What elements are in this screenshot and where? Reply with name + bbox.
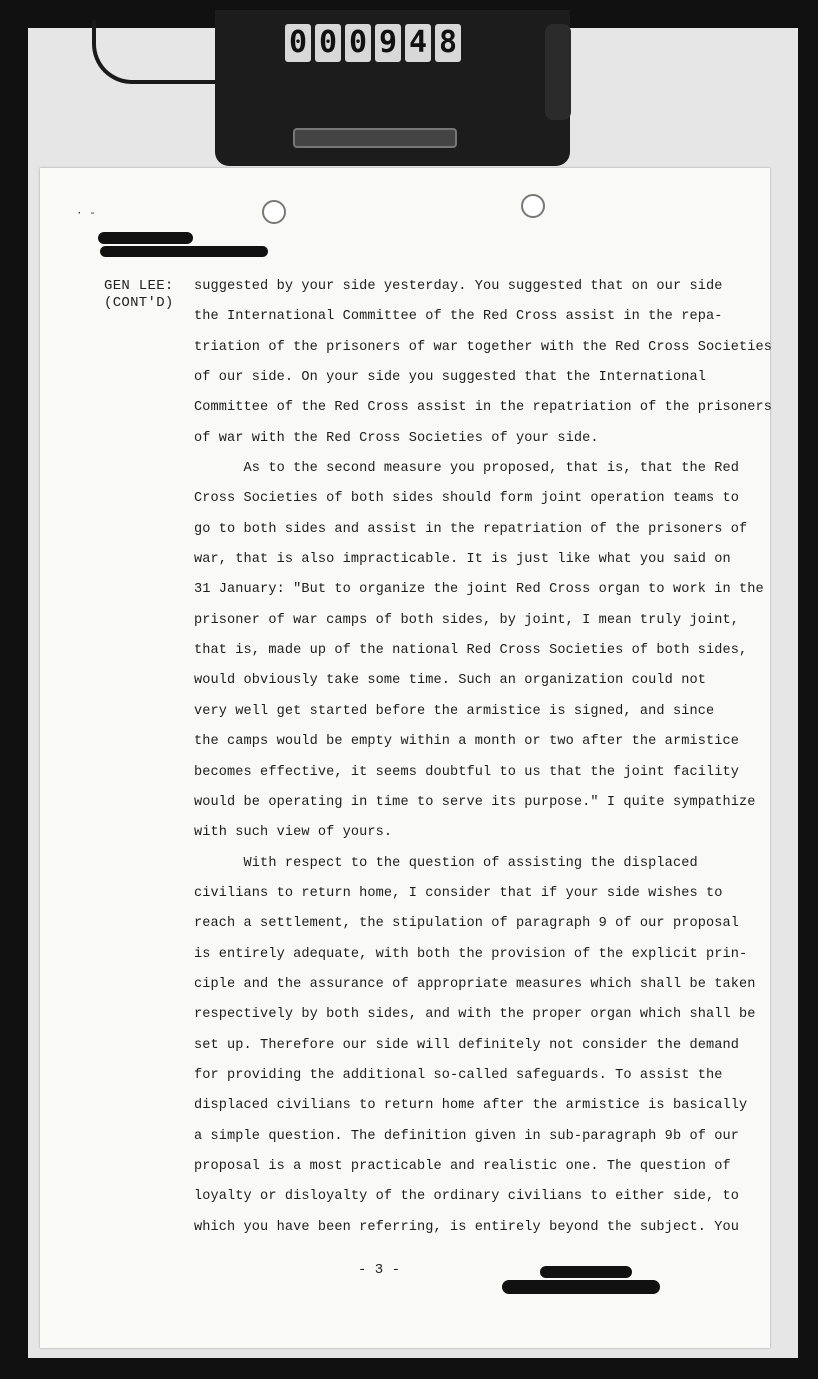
counter-digit: 0 <box>285 24 311 62</box>
text-line: set up. Therefore our side will definitely not consider the demand <box>194 1037 739 1053</box>
text-line: which you have been referring, is entirely beyond the subject. You <box>194 1219 739 1235</box>
text-line: of war with the Red Cross Societies of your side. <box>194 430 599 446</box>
counter-digit: 9 <box>375 24 401 62</box>
text-line: go to both sides and assist in the repatriation of the prisoners of <box>194 521 748 537</box>
text-line: proposal is a most practicable and realistic one. The question of <box>194 1158 731 1174</box>
frame-counter-readout <box>285 24 461 64</box>
text-line: with such view of yours. <box>194 825 393 841</box>
counter-nameplate <box>293 128 457 148</box>
text-line: loyalty or disloyalty of the ordinary civilians to either side, to <box>194 1189 739 1205</box>
text-line: the camps would be empty within a month or two after the armistice <box>194 734 739 750</box>
document-page <box>40 168 773 1348</box>
text-line: the International Committee of the Red Cross assist in the repa- <box>194 309 723 325</box>
text-line: Cross Societies of both sides should form joint operation teams to <box>194 491 739 507</box>
text-line: respectively by both sides, and with the proper organ which shall be <box>194 1007 756 1023</box>
redaction-bar <box>502 1280 660 1294</box>
text-line: suggested by your side yesterday. You suggested that on our side <box>194 279 723 294</box>
speaker-label: GEN LEE: (CONT'D) <box>104 278 174 311</box>
text-line: With respect to the question of assisting the displaced <box>194 855 698 871</box>
counter-digit: 4 <box>405 24 431 62</box>
text-line: of our side. On your side you suggested that the International <box>194 370 706 386</box>
punch-hole <box>262 200 286 224</box>
pencil-mark: · - <box>76 208 96 220</box>
counter-digit: 0 <box>345 24 371 62</box>
punch-hole <box>521 194 545 218</box>
text-line: ciple and the assurance of appropriate measures which shall be taken <box>194 976 756 992</box>
text-line: triation of the prisoners of war together with the Red Cross Societies <box>194 339 773 355</box>
counter-digit: 8 <box>435 24 461 62</box>
text-line: becomes effective, it seems doubtful to us that the joint facility <box>194 764 739 780</box>
text-line: civilians to return home, I consider that if your side wishes to <box>194 885 723 901</box>
text-line: that is, made up of the national Red Cross Societies of both sides, <box>194 643 748 659</box>
counter-cable <box>92 20 226 84</box>
redaction-bar <box>98 232 193 244</box>
counter-knob <box>545 24 571 120</box>
text-line: 31 January: "But to organize the joint Red Cross organ to work in the <box>194 582 764 598</box>
transcript-body <box>194 272 773 1243</box>
text-line: would be operating in time to serve its purpose." I quite sympathize <box>194 794 756 810</box>
text-line: displaced civilians to return home after the armistice is basically <box>194 1098 748 1114</box>
text-line: is entirely adequate, with both the provision of the explicit prin- <box>194 946 748 962</box>
text-line: As to the second measure you proposed, that is, that the Red <box>194 461 739 477</box>
text-line: for providing the additional so-called safeguards. To assist the <box>194 1067 723 1083</box>
text-line: reach a settlement, the stipulation of paragraph 9 of our proposal <box>194 916 739 932</box>
text-line: would obviously take some time. Such an organization could not <box>194 673 706 689</box>
text-line: prisoner of war camps of both sides, by joint, I mean truly joint, <box>194 612 739 628</box>
text-line: a simple question. The definition given in sub-paragraph 9b of our <box>194 1128 739 1144</box>
counter-digit: 0 <box>315 24 341 62</box>
text-line: war, that is also impracticable. It is just like what you said on <box>194 552 731 568</box>
text-line: Committee of the Red Cross assist in the repatriation of the prisoners <box>194 400 773 416</box>
redaction-bar <box>540 1266 632 1278</box>
page-number: - 3 - <box>358 1262 401 1278</box>
text-line: very well get started before the armistice is signed, and since <box>194 703 715 719</box>
redaction-bar <box>100 246 268 257</box>
frame-counter-device <box>215 10 570 166</box>
